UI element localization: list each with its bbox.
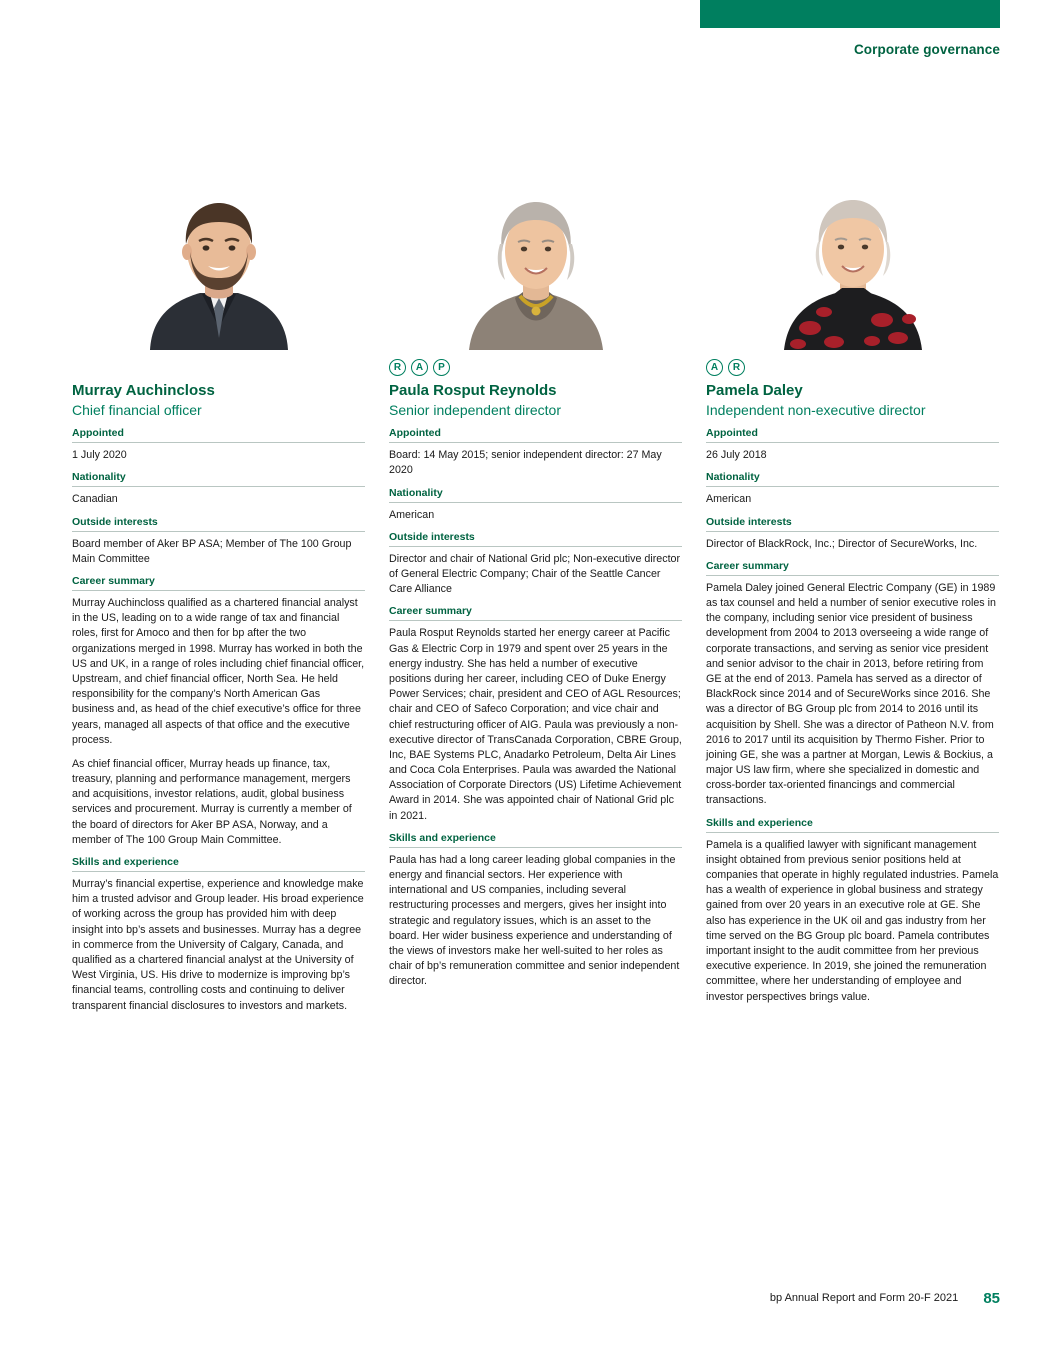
skills-experience-value	[72, 877, 365, 1014]
nationality-label: Nationality	[72, 471, 365, 487]
committee-badge-a: A	[706, 359, 723, 376]
skills-experience-value	[706, 838, 999, 1005]
appointed-value: Board: 14 May 2015; senior independent director: 27 May 2020	[389, 449, 662, 477]
nationality-value: American	[389, 508, 435, 521]
committee-badges	[389, 356, 682, 378]
page-footer	[0, 1290, 1000, 1307]
committee-badges	[72, 356, 365, 378]
director-profile-card	[389, 178, 682, 1014]
portrait-photo-pamela-daley	[706, 178, 999, 350]
outside-interests-label: Outside interests	[72, 516, 365, 532]
committee-badge-p: P	[433, 359, 450, 376]
committee-badge-a: A	[411, 359, 428, 376]
outside-interests-value: Director of BlackRock, Inc.; Director of SecureWorks, Inc.	[706, 537, 978, 550]
nationality-label: Nationality	[706, 471, 999, 487]
outside-interests-value: Director and chair of National Grid plc; Non-executive director of General Electric Company; Chair of the Seattle Cancer Care Alliance	[389, 552, 681, 596]
portrait-photo-murray-auchincloss	[72, 178, 365, 350]
career-summary-paragraph: Murray Auchincloss qualified as a chartered financial analyst in the US, leading on to a wide range of tax and financial roles, first for Amoco and then for bp after the two organizations merged in 1998. Murray has worked in both the US and UK, in a range of roles including chief financial officer, Upstream, and chief financial officer, North Sea. He held responsibility for the company’s North American Gas business and, as head of the chief executive’s office for three years, managed all aspects of that office and the executive process.	[72, 597, 365, 746]
footer-publication: bp Annual Report and Form 20-F 2021	[769, 1292, 959, 1304]
career-summary-label: Career summary	[706, 560, 999, 576]
nationality-value: American	[706, 493, 752, 506]
appointed-value: 1 July 2020	[72, 449, 127, 462]
director-role: Chief financial officer	[72, 401, 202, 418]
outside-interests-label: Outside interests	[389, 531, 682, 547]
career-summary-paragraph: Paula Rosput Reynolds started her energy career at Pacific Gas & Electric Corp in 1979 and spent over 25 years in the energy industry. She has held a number of executive positions during her career, including CEO of Duke Energy Power Services; chair, president and CEO of AGL Resources; chair and CEO of Safeco Corporation; and vice chair and chief restructuring officer of AIG. Paula was previously a non-executive director of TransCanada Corporation, CBRE Group, Inc, BAE Systems PLC, Anadarko Petroleum, Delta Air Lines and Coca Cola Enterprises. Paula was awarded the National Association of Corporate Directors (US) Lifetime Achievement Award in 2014. She was appointed chair of National Grid plc in 2021.	[389, 627, 682, 822]
skills-experience-paragraph: Paula has had a long career leading global companies in the energy and financial sectors. Her experience with international and US companies, including several restructuring processes and mergers, gives her insight into strategic and regulatory issues, which is an asset to the board. Her wider business experience and understanding of the views of investors make her well-suited to her roles as chair of bp’s remuneration committee and senior independent director.	[389, 853, 680, 988]
skills-experience-label: Skills and experience	[72, 856, 365, 872]
career-summary-label: Career summary	[389, 605, 682, 621]
director-profile-card	[72, 178, 365, 1014]
committee-badges	[706, 356, 999, 378]
page-number: 85	[983, 1290, 1000, 1307]
career-summary-paragraph: Pamela Daley joined General Electric Company (GE) in 1989 as tax counsel and held a number of senior executive roles in the company, including senior vice president of business development from 2004 to 2013 overseeing a wide range of corporate transactions, and serving as senior vice president and senior advisor to the chair in 2013, before retiring from GE at the end of 2013. Pamela has served as a director of BlackRock since 2014 and of SecureWorks since 2016. She was a director of BG Group plc from 2014 to 2016 until its acquisition by Shell. She was a director of Patheon N.V. from 2016 to 2017 until its acquisition by Thermo Fisher. Prior to joining GE, she was a partner at Morgan, Lewis & Bockius, a major US law firm, where she specialized in domestic and cross-border tax-oriented financings and commercial transactions.	[706, 581, 996, 807]
skills-experience-value	[389, 853, 682, 990]
committee-badge-r: R	[389, 359, 406, 376]
outside-interests-value: Board member of Aker BP ASA; Member of The 100 Group Main Committee	[72, 537, 352, 565]
director-profiles-container	[72, 178, 1000, 1014]
career-summary-value	[706, 581, 999, 809]
appointed-label: Appointed	[389, 427, 682, 443]
portrait-photo-paula-rosput-reynolds	[389, 178, 682, 350]
career-summary-value	[389, 626, 682, 823]
director-name: Murray Auchincloss	[72, 382, 215, 399]
header-accent-bar	[700, 0, 1000, 28]
career-summary-value	[72, 596, 365, 848]
nationality-value: Canadian	[72, 493, 118, 506]
appointed-label: Appointed	[72, 427, 365, 443]
appointed-value: 26 July 2018	[706, 449, 767, 462]
skills-experience-label: Skills and experience	[706, 817, 999, 833]
director-name: Pamela Daley	[706, 382, 803, 399]
director-profile-card	[706, 178, 999, 1014]
skills-experience-label: Skills and experience	[389, 832, 682, 848]
committee-badge-r: R	[728, 359, 745, 376]
career-summary-label: Career summary	[72, 575, 365, 591]
skills-experience-paragraph: Murray’s financial expertise, experience and knowledge make him a trusted advisor and Group leader. His broad experience of working across the group has provided him with deep insight into bp’s assets and businesses. Murray has a degree in commerce from the University of Calgary, Canada, and qualified as a chartered financial analyst at the University of West Virginia, US. His drive to modernize is improving bp’s financial teams, controlling costs and continuing to deliver transparent financial disclosures to investors and markets.	[72, 878, 364, 1012]
career-summary-paragraph: As chief financial officer, Murray heads up finance, tax, treasury, planning and performance management, mergers and acquisitions, investor relations, audit, global business services and procurement. Murray is currently a member of the board of directors for Aker BP ASA, Norway, and a member of The 100 Group Main Committee.	[72, 757, 352, 846]
director-role: Independent non-executive director	[706, 401, 926, 418]
outside-interests-label: Outside interests	[706, 516, 999, 532]
skills-experience-paragraph: Pamela is a qualified lawyer with significant management insight obtained from previous senior positions held at companies that operate in highly regulated industries. Pamela has a wealth of experience in global business and strategy gained from over 20 years in an executive role at GE. She also has experience in the UK oil and gas industry from her time served on the BG Group plc board. Pamela contributes important insight to the audit committee from her previous executive experience. In 2019, she joined the remuneration committee, where her understanding of employee and investor perspectives brings value.	[706, 838, 999, 1003]
nationality-label: Nationality	[389, 487, 682, 503]
director-role: Senior independent director	[389, 401, 562, 418]
appointed-label: Appointed	[706, 427, 999, 443]
director-name: Paula Rosput Reynolds	[389, 382, 557, 399]
section-header-title: Corporate governance	[853, 42, 1000, 57]
